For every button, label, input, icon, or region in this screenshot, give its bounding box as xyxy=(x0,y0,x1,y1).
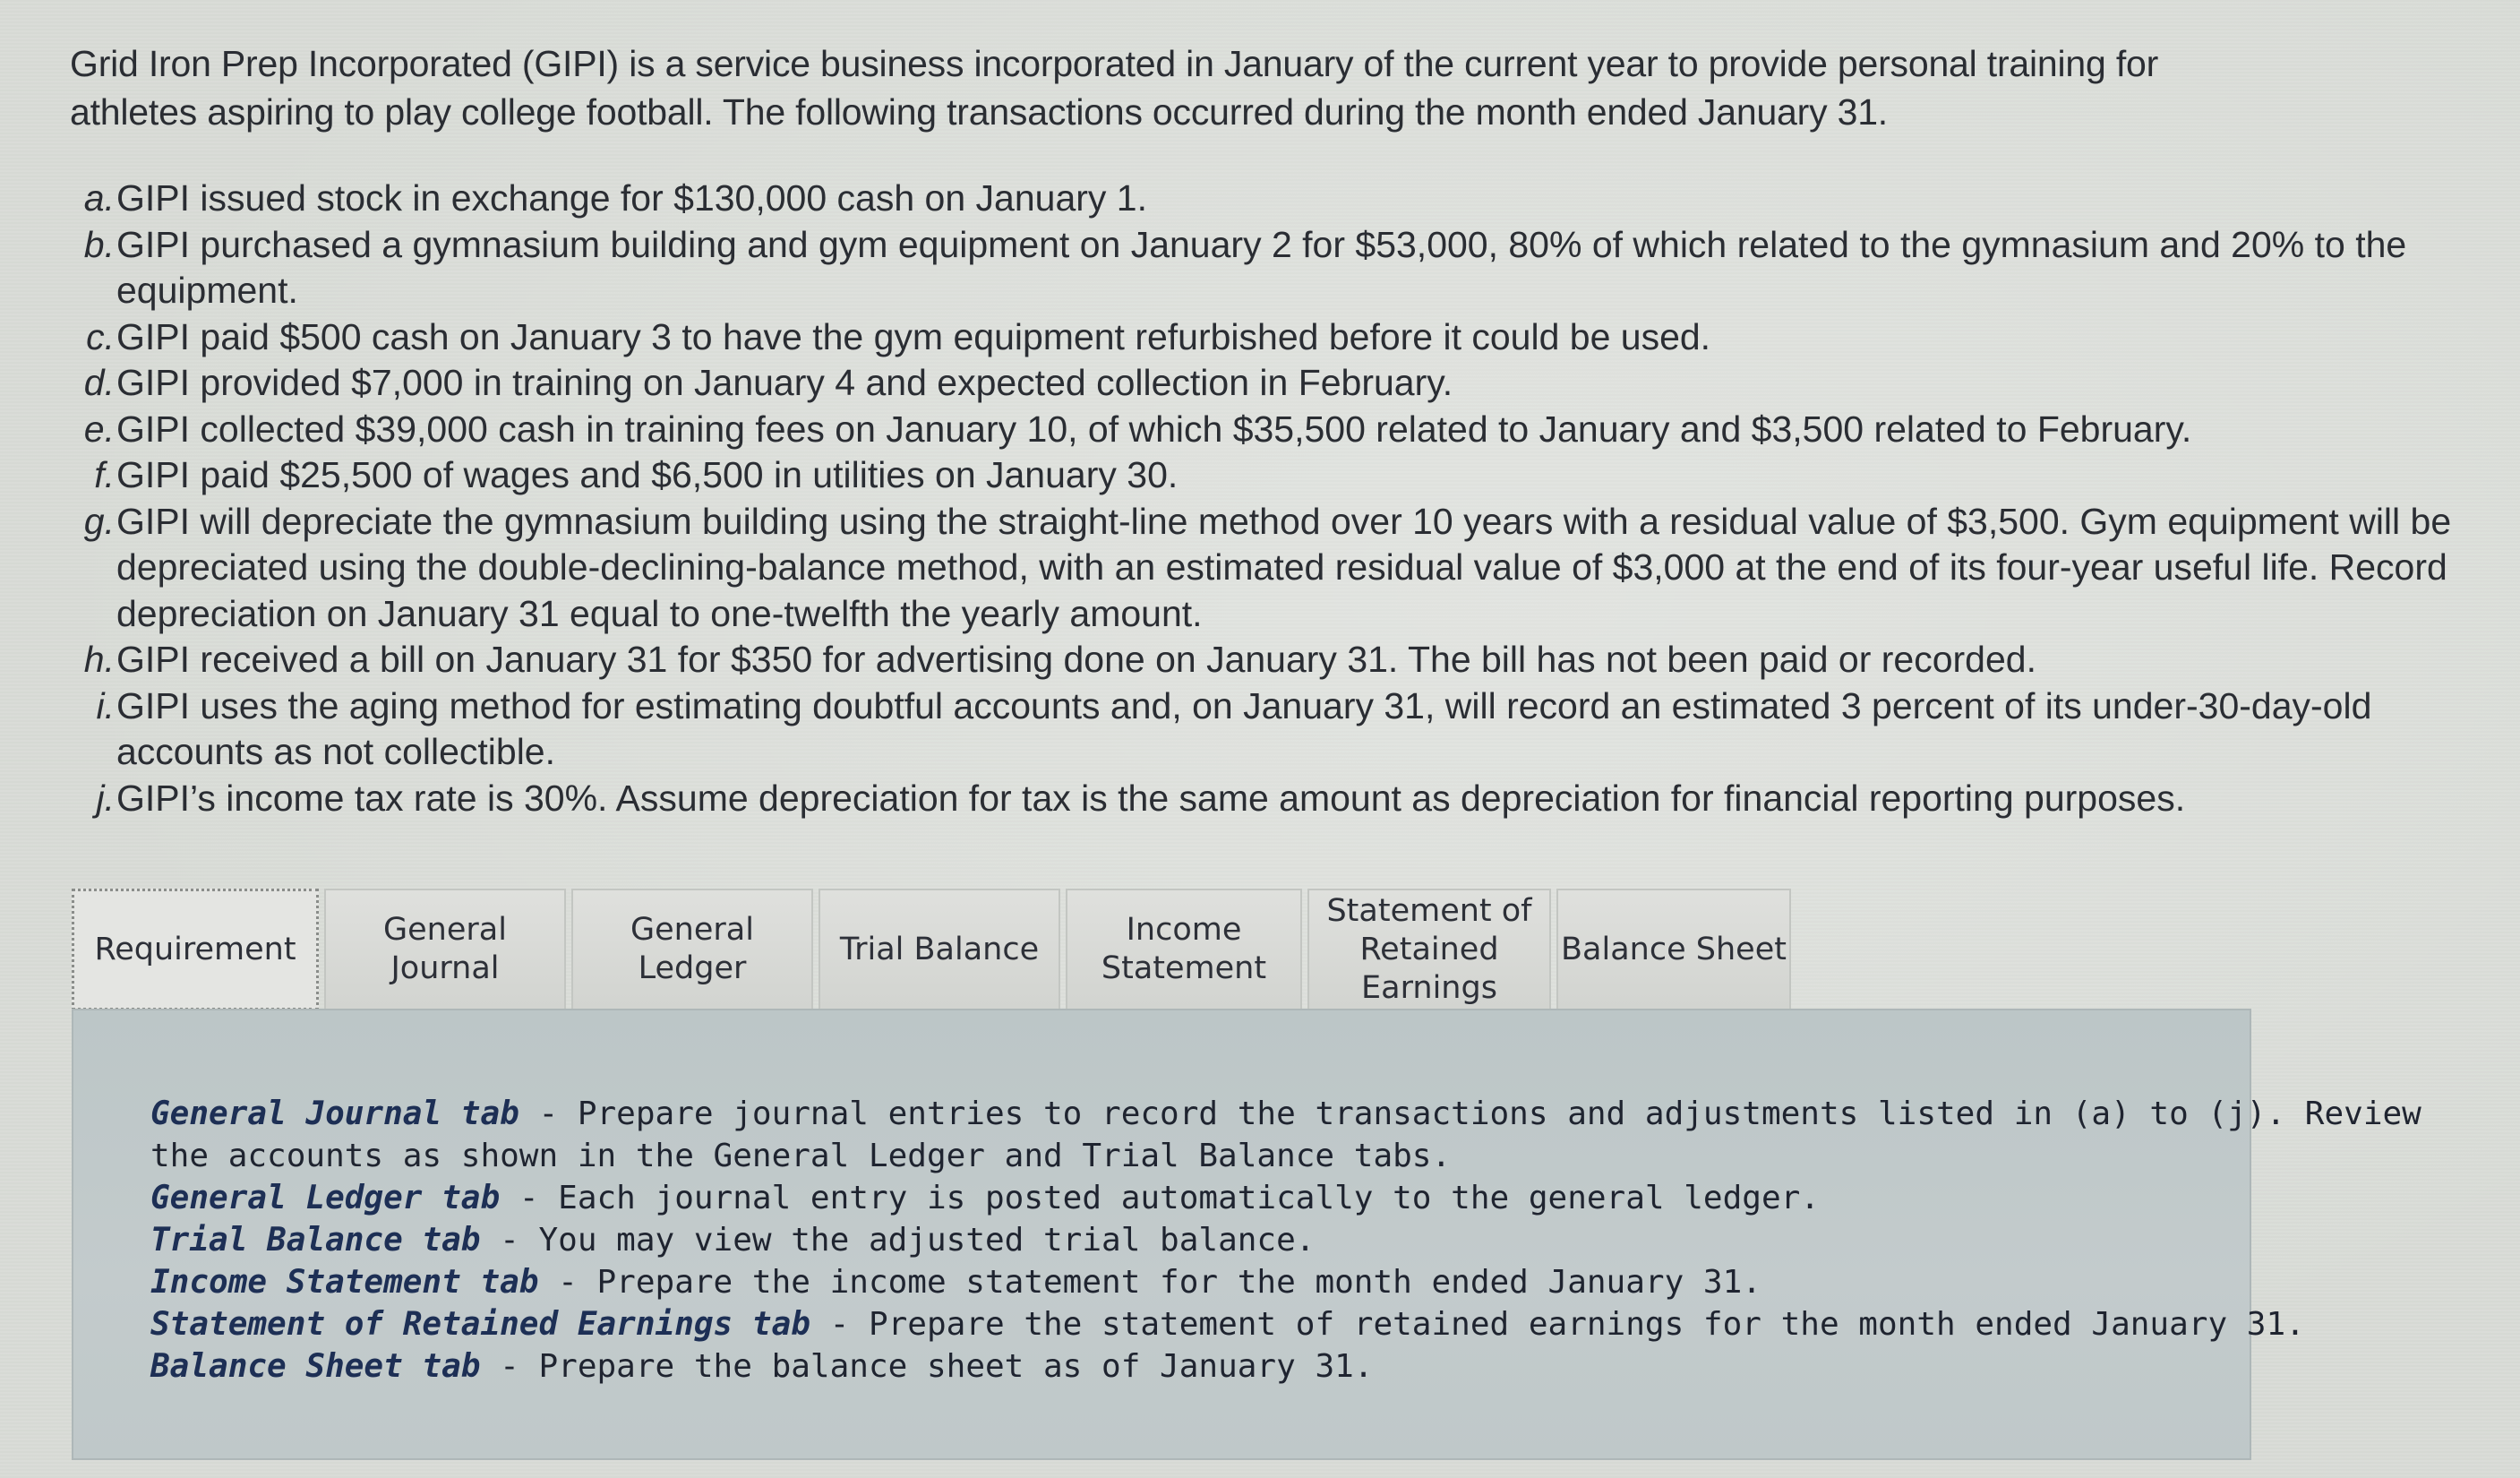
tab-requirement[interactable]: Requirement xyxy=(72,889,319,1010)
transaction-text: GIPI provided $7,000 in training on January 4 and expected collection in February. xyxy=(116,362,1453,403)
transaction-letter: g. xyxy=(83,500,115,542)
transaction-item-e xyxy=(70,407,2488,453)
transaction-text: GIPI paid $25,500 of wages and $6,500 in utilities on January 30. xyxy=(116,454,1179,495)
intro-line-1: Grid Iron Prep Incorporated (GIPI) is a service business incorporated in January of the current year to provide personal training for xyxy=(70,43,2159,84)
tab-general-journal[interactable]: General Journal xyxy=(324,889,566,1010)
transaction-text: GIPI issued stock in exchange for $130,000 cash on January 1. xyxy=(116,177,1147,219)
transaction-letter: e. xyxy=(83,408,115,450)
tab-balance-sheet[interactable]: Balance Sheet xyxy=(1556,889,1791,1010)
instruction-tab-name: Income Statement tab xyxy=(150,1264,539,1301)
transaction-text: GIPI received a bill on January 31 for $350 for advertising done on January 31. The bill has not been paid or recorded. xyxy=(116,639,2036,680)
instruction-text: - Prepare the balance sheet as of January 31. xyxy=(480,1348,1374,1385)
instruction-tab-name: Trial Balance tab xyxy=(150,1222,481,1259)
requirement-instructions xyxy=(150,1093,2421,1388)
instruction-text: - You may view the adjusted trial balance. xyxy=(480,1222,1316,1259)
transaction-text: GIPI will depreciate the gymnasium building using the straight-line method over 10 years with a residual value of $3,500. Gym equipment will be depreciated using the double-declining-balance method, with an estimated residual value of $3,000 at the end of its four-year useful life. Record depreciation on January 31 equal to one-twelfth the yearly amount. xyxy=(116,500,2452,634)
tab-statement-of-retained-earnings[interactable]: Statement of Retained Earnings xyxy=(1307,889,1551,1010)
tab-general-ledger[interactable]: General Ledger xyxy=(571,889,813,1010)
instruction-tab-name: Statement of Retained Earnings tab xyxy=(150,1306,810,1343)
instruction-text: the accounts as shown in the General Ledger and Trial Balance tabs. xyxy=(150,1138,1452,1174)
transaction-letter: j. xyxy=(96,777,115,819)
transaction-text: GIPI uses the aging method for estimating doubtful accounts and, on January 31, will record an estimated 3 percent of its under-30-day-old accounts as not collectible. xyxy=(116,684,2372,772)
transaction-letter: b. xyxy=(83,223,115,265)
transaction-item-g xyxy=(70,499,2488,638)
transaction-item-h xyxy=(70,637,2488,683)
tab-trial-balance[interactable]: Trial Balance xyxy=(819,889,1060,1010)
transaction-item-c xyxy=(70,314,2488,361)
instruction-balance-sheet xyxy=(150,1345,2210,1388)
transaction-letter: d. xyxy=(83,362,115,403)
instruction-tab-name: General Journal tab xyxy=(150,1096,519,1132)
transaction-text: GIPI purchased a gymnasium building and gym equipment on January 2 for $53,000, 80% of which related to the gymnasium and 20% to the equipment. xyxy=(116,223,2407,311)
transaction-text: GIPI’s income tax rate is 30%. Assume depreciation for tax is the same amount as depreciation for financial reporting purposes. xyxy=(116,777,2186,819)
transaction-letter: c. xyxy=(86,315,115,357)
instruction-text: - Prepare the income statement for the month ended January 31. xyxy=(538,1264,1761,1301)
instruction-general-journal xyxy=(150,1093,2421,1135)
transaction-letter: i. xyxy=(96,684,115,726)
tab-income-statement[interactable]: Income Statement xyxy=(1066,889,1302,1010)
instruction-general-ledger xyxy=(150,1177,2210,1219)
instruction-text: - Prepare the statement of retained earnings for the month ended January 31. xyxy=(810,1306,2305,1343)
instruction-text: - Prepare journal entries to record the transactions and adjustments listed in (a) to (j). Review xyxy=(519,1096,2421,1132)
transaction-text: GIPI collected $39,000 cash in training fees on January 10, of which $35,500 related to January and $3,500 related to February. xyxy=(116,408,2192,450)
instruction-general-journal-cont xyxy=(150,1135,2210,1177)
transaction-item-j xyxy=(70,776,2488,822)
problem-intro xyxy=(70,39,2452,136)
transaction-item-d xyxy=(70,360,2488,407)
requirement-panel xyxy=(72,1009,2421,1460)
transaction-letter: h. xyxy=(83,639,115,680)
transaction-list xyxy=(70,176,2488,821)
transaction-letter: a. xyxy=(83,177,115,219)
instruction-income-statement xyxy=(150,1261,2210,1303)
transaction-item-b xyxy=(70,222,2488,314)
transaction-letter: f. xyxy=(94,454,115,495)
instruction-tab-name: General Ledger tab xyxy=(150,1180,501,1216)
transaction-item-a xyxy=(70,176,2488,222)
instruction-tab-name: Balance Sheet tab xyxy=(150,1348,481,1385)
instruction-text: - Each journal entry is posted automatically to the general ledger. xyxy=(500,1180,1820,1216)
instruction-retained-earnings xyxy=(150,1303,2305,1345)
transaction-item-f xyxy=(70,452,2488,499)
tab-bar xyxy=(72,889,1796,1010)
transaction-item-i xyxy=(70,683,2488,776)
intro-line-2: athletes aspiring to play college football. The following transactions occurred during the month ended January 31. xyxy=(70,91,1888,133)
transaction-text: GIPI paid $500 cash on January 3 to have the gym equipment refurbished before it could be used. xyxy=(116,315,1711,357)
instruction-trial-balance xyxy=(150,1219,2210,1261)
